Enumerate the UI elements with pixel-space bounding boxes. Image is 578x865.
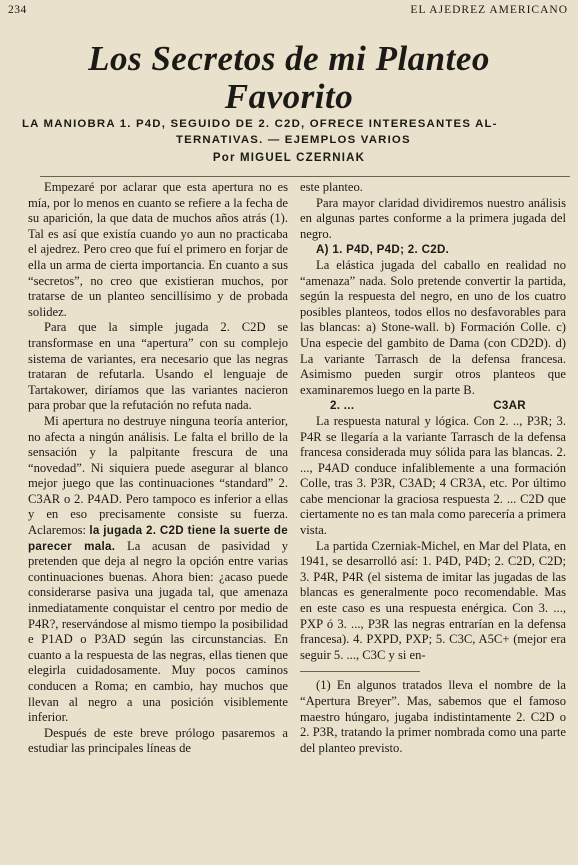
paragraph [28,414,288,726]
title-line-2: Favorito [224,77,354,116]
subtitle-line-1: LA MANIOBRA 1. P4D, SEGUIDO DE 2. C2D, OFRECE INTERESANTES AL- [22,118,498,130]
footnote-divider [300,671,420,672]
subtitle-line-2: TERNATIVAS. — EJEMPLOS VARIOS [176,134,411,146]
header-divider [40,176,570,177]
left-column [28,180,288,757]
magazine-name: EL AJEDREZ AMERICANO [410,4,568,16]
move-reply: C3AR [493,399,526,413]
paragraph-text: Mi apertura no destruye ninguna teoría anterior, no afecta a ningún análisis. Le falta el brillo de la sensación y la palpitante frescura de una “novedad”. Ni siquiera puede asegurar al blanco mejor juego que las continuaciones “standard” 2. C3AR o 2. P4AD. Pero tampoco es inferior a ellas y en eso precisamente consiste su fuerza. Aclaremos: [28,413,288,538]
right-column [300,180,566,756]
running-header [8,4,568,20]
paragraph: La elástica jugada del caballo en realidad no “amenaza” nada. Solo pretende convertir la partida, según la respuesta del negro, en uno de los cuatro posibles planteos, todos ellos no desfavorables para las blancas: a) Stone-wall. b) Formación Colle. c) Una especie del gambito de Dama (con CD2D). d) La variante Tarrasch de la defensa francesa. Asimismo pueden surgir otros planteos que examinaremos luego en la parte B. [300,257,566,397]
byline: Por MIGUEL CZERNIAK [212,152,366,164]
paragraph: Después de este breve prólogo pasaremos a estudiar las principales líneas de [28,725,288,756]
move-number: 2. ... [330,399,355,413]
emphasis-text: la jugada 2. C2D tiene la suerte de parecer mala. [28,524,288,553]
paragraph: Para mayor claridad dividiremos nuestro análisis en algunas partes conforme a la primera jugada del negro. [300,195,566,241]
paragraph: Para que la simple jugada 2. C2D se transformase en una “apertura” con su complejo sistema de variantes, era necesario que las negras trataran de refutarla. Usando el lenguaje de Tartakower, diríamos que las variantes nacieron para probar que la refutación no refuta nada. [28,320,288,413]
paragraph-text: La acusan de pasividad y pretenden que deja al negro la opción entre varias continuaciones buenas. Ahora bien: ¿acaso puede considerarse pasiva una jugada tal, que amenaza inmediatamente conquistar el centro por medio de P4R?, reservándose al mismo tiempo la posibilidad e P1AD o P3AD según las circunstancias. En cuanto a la respuesta de las negras, ellas tienen que elegirla cuidadosamente. Muy pocos caminos conducen a Roma; en cambio, hay muchos que llevan al negro a una posición visiblemente inferior. [28,538,288,725]
title-line-1: Los Secretos de mi Planteo [88,39,490,78]
paragraph: La respuesta natural y lógica. Con 2. .., P3R; 3. P4R se llegaría a la variante Tarrasch de la defensa francesa considerada muy sólida para las blancas. 2. ..., P4AD conduce infaliblemente a una formación Colle, tras 3. P3R, C3AD; 4 CR3A, etc. Por último cabe mencionar la graciosa respuesta 2. ... C2D que ciertamente no es tan mala como parecería a primera vista. [300,413,566,538]
paragraph: Empezaré por aclarar que esta apertura no es mía, por lo menos en cuanto se refiere a la fecha de su aparición, la que data de muchos años atrás (1). Tal es así que existía cuando yo aun no practicaba el ajedrez. Pero creo que fuí el primero en forjar de ella un arma de cierta importancia. En cuanto a sus “secretos”, no creo que existieran muchos, por tratarse de un planteo sencillísimo y de probada solidez. [28,180,288,319]
footnote: (1) En algunos tratados lleva el nombre de la “Apertura Breyer”. Mas, sabemos que el famoso maestro húngaro, jugaba indistintamente 2. C2D o 2. P3R, tratando la primer nombrada como una parte del planteo previsto. [300,678,566,755]
variation-heading: A) 1. P4D, P4D; 2. C2D. [316,243,450,257]
page-number: 234 [8,4,27,16]
article-subtitle [22,116,558,148]
move-line [300,398,566,414]
paragraph: La partida Czerniak-Michel, en Mar del Plata, en 1941, se desarrolló así: 1. P4D, P4D; 2. C2D, C2D; 3. P4R, P4R (el sistema de imitar las jugadas de las blancas es generalmente poco recomendable. Mas en este caso es una respuesta enérgica. Con 3. ..., PXP ó 3. ..., P3R las negras entrarían en la defensa francesa). 4. PXPD, PXP; 5. C3C, A5C+ (mejor era seguir 5. ..., C3C y si en- [300,538,566,662]
paragraph: este planteo. [300,180,363,194]
article-title [0,40,578,116]
